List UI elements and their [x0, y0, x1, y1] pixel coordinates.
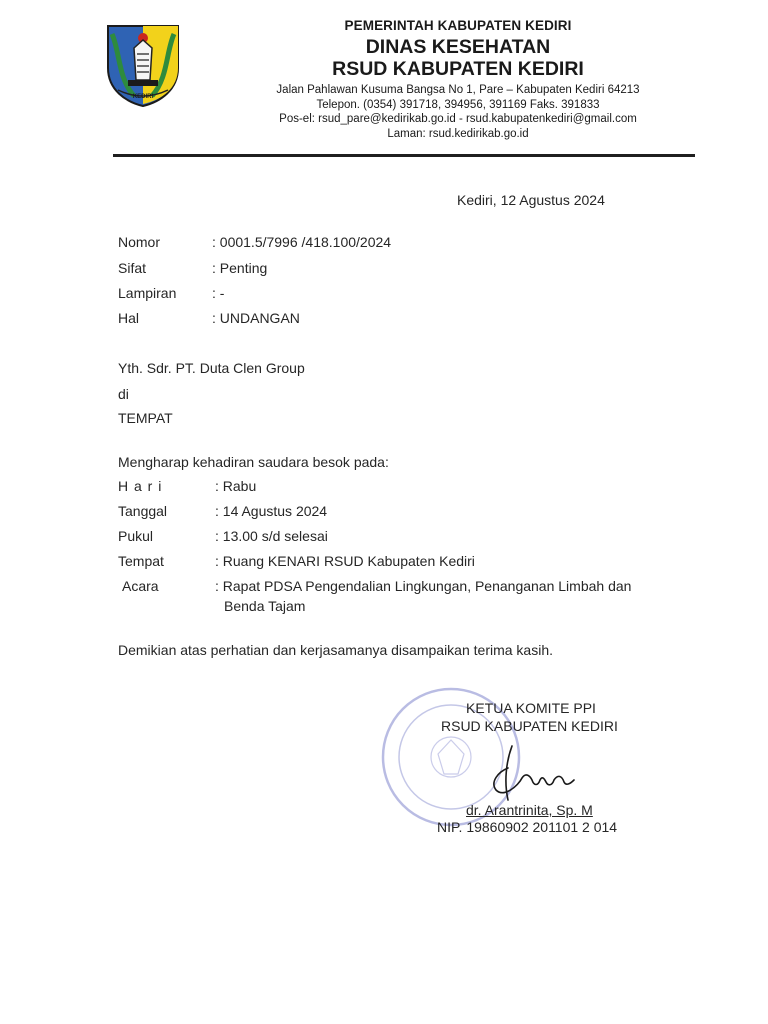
event-label-hari: H a r i — [118, 478, 163, 494]
field-label-sifat: Sifat — [118, 260, 147, 276]
signature-icon — [478, 742, 598, 804]
field-label-nomor: Nomor — [118, 234, 161, 250]
event-label-acara: Acara — [122, 578, 159, 594]
recipient-di: di — [118, 386, 129, 402]
event-value-tempat: : Ruang KENARI RSUD Kabupaten Kediri — [215, 553, 475, 569]
recipient-place: TEMPAT — [118, 410, 173, 426]
hospital-name: RSUD KABUPATEN KEDIRI — [332, 58, 584, 80]
intro-text: Mengharap kehadiran saudara besok pada: — [118, 454, 389, 470]
address: Jalan Pahlawan Kusuma Bangsa No 1, Pare – Kabupaten Kediri 64213 — [276, 84, 640, 96]
signatory-nip: NIP. 19860902 201101 2 014 — [437, 819, 618, 835]
field-value-hal: : UNDANGAN — [212, 310, 300, 326]
letterhead — [238, 18, 678, 141]
place-date: Kediri, 12 Agustus 2024 — [457, 192, 605, 208]
field-value-sifat: : Penting — [212, 260, 268, 276]
field-value-lampiran: : - — [212, 285, 225, 301]
field-value-nomor: : 0001.5/7996 /418.100/2024 — [212, 234, 392, 250]
field-label-hal: Hal — [118, 310, 140, 326]
field-label-lampiran: Lampiran — [118, 285, 177, 301]
signatory-position-2: RSUD KABUPATEN KEDIRI — [441, 718, 618, 734]
event-value-acara: : Rapat PDSA Pengendalian Lingkungan, Penanganan Limbah dan — [215, 578, 632, 594]
email: Pos-el: rsud_pare@kedirikab.go.id - rsud.kabupatenkediri@gmail.com — [279, 113, 637, 125]
letterhead-divider — [113, 154, 695, 157]
government-name: PEMERINTAH KABUPATEN KEDIRI — [344, 18, 572, 33]
logo-text: KEDIRI — [132, 94, 154, 100]
signatory-name: dr. Arantrinita, Sp. M — [466, 802, 593, 818]
signatory-position-1: KETUA KOMITE PPI — [466, 700, 596, 716]
event-value-acara-cont: Benda Tajam — [224, 598, 306, 614]
event-label-tanggal: Tanggal — [118, 503, 168, 519]
regency-logo — [104, 22, 182, 108]
event-value-hari: : Rabu — [215, 478, 257, 494]
event-value-pukul: : 13.00 s/d selesai — [215, 528, 328, 544]
event-value-tanggal: : 14 Agustus 2024 — [215, 503, 328, 519]
agency-name: DINAS KESEHATAN — [365, 36, 551, 58]
website: Laman: rsud.kedirikab.go.id — [387, 127, 529, 140]
recipient-name: Yth. Sdr. PT. Duta Clen Group — [118, 360, 305, 376]
closing-text: Demikian atas perhatian dan kerjasamanya disampaikan terima kasih. — [118, 642, 553, 658]
event-label-tempat: Tempat — [118, 553, 164, 569]
phone: Telepon. (0354) 391718, 394956, 391169 Faks. 391833 — [316, 98, 600, 111]
event-label-pukul: Pukul — [118, 528, 154, 544]
